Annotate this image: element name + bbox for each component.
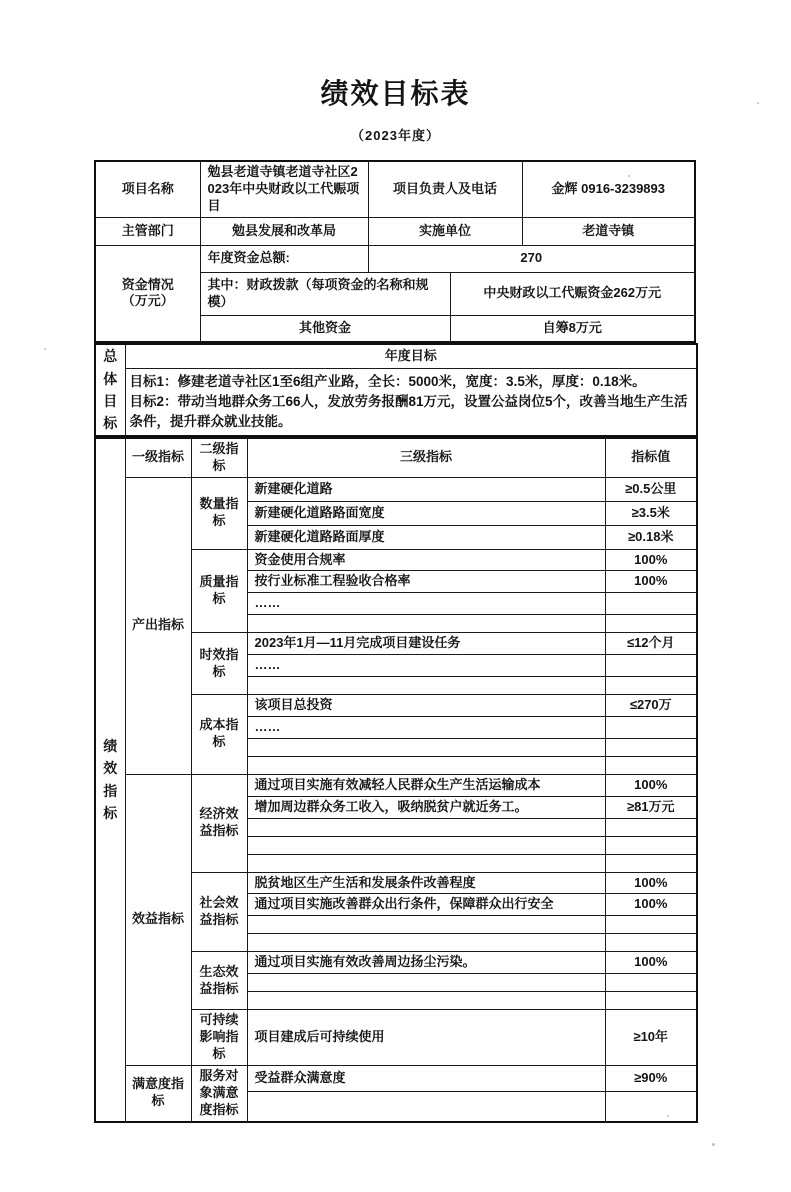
level3-indicator-cell <box>247 676 605 694</box>
level3-indicator-cell: 通过项目实施有效减轻人民群众生产生活运输成本 <box>247 774 605 796</box>
level1-indicator-cell: 效益指标 <box>125 774 191 1065</box>
level3-indicator-cell: 2023年1月—11月完成项目建设任务 <box>247 633 605 655</box>
indicator-value-cell: ≥0.18米 <box>605 525 697 549</box>
indicator-value-cell <box>605 676 697 694</box>
level3-indicator-cell <box>247 916 605 934</box>
indicator-value-cell <box>605 854 697 872</box>
dept-label: 主管部门 <box>95 217 200 245</box>
indicator-value-cell <box>605 593 697 615</box>
level3-indicator-cell <box>247 615 605 633</box>
funding-total-row <box>95 245 695 272</box>
level3-indicator-cell <box>247 934 605 952</box>
level3-indicator-cell <box>247 836 605 854</box>
project-leader-value: 金辉 0916-3239893 <box>522 161 695 217</box>
level2-indicator-cell: 生态效益指标 <box>191 952 247 1010</box>
level1-indicator-cell: 满意度指标 <box>125 1065 191 1121</box>
project-name-value: 勉县老道寺镇老道寺社区2023年中央财政以工代赈项目 <box>200 161 368 217</box>
indicator-value-cell <box>605 916 697 934</box>
level3-indicator-cell <box>247 992 605 1010</box>
indicator-row <box>95 774 697 796</box>
level3-indicator-cell <box>247 756 605 774</box>
level3-indicator-cell <box>247 854 605 872</box>
level3-indicator-cell: 该项目总投资 <box>247 694 605 716</box>
level1-header: 一级指标 <box>125 438 191 477</box>
indicator-value-cell: 100% <box>605 894 697 916</box>
scan-noise-dot <box>628 175 630 177</box>
indicator-value-cell <box>605 756 697 774</box>
annual-goal-header-row <box>95 344 697 368</box>
level2-indicator-cell: 质量指标 <box>191 549 247 633</box>
level2-header: 二级指标 <box>191 438 247 477</box>
scan-noise-dot <box>44 348 46 350</box>
annual-goal-body-row <box>95 368 697 435</box>
annual-goal-header: 年度目标 <box>125 344 697 368</box>
level3-indicator-cell: …… <box>247 716 605 738</box>
overall-goal-side-label: 总体目标 <box>95 344 125 436</box>
performance-indicators-table <box>94 437 698 1123</box>
funding-other-label: 其他资金 <box>200 315 450 342</box>
scan-noise-dot <box>667 1115 669 1117</box>
impl-unit-label: 实施单位 <box>368 217 522 245</box>
goal-line-1: 目标1：修建老道寺社区1至6组产业路，全长：5000米，宽度：3.5米，厚度：0.18米。 <box>129 374 646 390</box>
scan-noise-dot <box>757 102 759 104</box>
indicator-value-cell: ≤270万 <box>605 694 697 716</box>
level3-indicator-cell <box>247 974 605 992</box>
level3-indicator-cell: 通过项目实施有效改善周边扬尘污染。 <box>247 952 605 974</box>
indicator-header-row <box>95 438 697 477</box>
indicator-value-cell <box>605 716 697 738</box>
level3-header: 三级指标 <box>247 438 605 477</box>
funding-total-label: 年度资金总额: <box>200 245 368 272</box>
scan-noise-dot <box>712 1143 715 1146</box>
indicator-value-cell: 100% <box>605 952 697 974</box>
project-leader-label: 项目负责人及电话 <box>368 161 522 217</box>
funding-total-value: 270 <box>368 245 695 272</box>
indicator-value-cell: 100% <box>605 571 697 593</box>
indicator-value-cell: 100% <box>605 774 697 796</box>
level3-indicator-cell: …… <box>247 655 605 677</box>
indicator-value-cell <box>605 934 697 952</box>
level3-indicator-cell <box>247 818 605 836</box>
indicator-value-cell: ≤12个月 <box>605 633 697 655</box>
level1-indicator-cell: 产出指标 <box>125 477 191 774</box>
level3-indicator-cell <box>247 738 605 756</box>
dept-value: 勉县发展和改革局 <box>200 217 368 245</box>
level3-indicator-cell: 增加周边群众务工收入，吸纳脱贫户就近务工。 <box>247 796 605 818</box>
indicator-value-cell: 100% <box>605 549 697 571</box>
indicator-value-cell: ≥10年 <box>605 1010 697 1066</box>
indicator-value-cell: ≥0.5公里 <box>605 477 697 501</box>
level3-indicator-cell: 受益群众满意度 <box>247 1065 605 1091</box>
funding-other-value: 自筹8万元 <box>450 315 695 342</box>
indicator-value-cell <box>605 655 697 677</box>
level2-indicator-cell: 服务对象满意度指标 <box>191 1065 247 1121</box>
project-name-label: 项目名称 <box>95 161 200 217</box>
indicator-value-cell <box>605 1091 697 1121</box>
level2-indicator-cell: 成本指标 <box>191 694 247 774</box>
value-header: 指标值 <box>605 438 697 477</box>
funding-section-label: 资金情况 （万元） <box>95 245 200 342</box>
indicator-value-cell <box>605 974 697 992</box>
level3-indicator-cell: 新建硬化道路路面宽度 <box>247 501 605 525</box>
funding-fiscal-value: 中央财政以工代赈资金262万元 <box>450 272 695 315</box>
department-row <box>95 217 695 245</box>
indicator-value-cell: 100% <box>605 872 697 894</box>
impl-unit-value: 老道寺镇 <box>522 217 695 245</box>
indicator-value-cell: ≥3.5米 <box>605 501 697 525</box>
indicator-row <box>95 477 697 501</box>
level3-indicator-cell: 按行业标准工程验收合格率 <box>247 571 605 593</box>
indicator-value-cell <box>605 818 697 836</box>
indicator-value-cell <box>605 992 697 1010</box>
project-info-table <box>94 160 696 343</box>
page-title: 绩效目标表 <box>320 78 471 109</box>
annual-goal-text <box>125 368 697 435</box>
level2-indicator-cell: 可持续影响指标 <box>191 1010 247 1066</box>
level3-indicator-cell: 新建硬化道路路面厚度 <box>247 525 605 549</box>
level2-indicator-cell: 数量指标 <box>191 477 247 549</box>
level3-indicator-cell: 资金使用合规率 <box>247 549 605 571</box>
project-name-row <box>95 161 695 217</box>
indicator-value-cell: ≥90% <box>605 1065 697 1091</box>
level3-indicator-cell: …… <box>247 593 605 615</box>
overall-goal-table <box>94 343 698 437</box>
level3-indicator-cell <box>247 1091 605 1121</box>
indicator-value-cell <box>605 615 697 633</box>
level2-indicator-cell: 时效指标 <box>191 633 247 695</box>
performance-indicators-side-label: 绩效指标 <box>95 438 125 1122</box>
level3-indicator-cell: 脱贫地区生产生活和发展条件改善程度 <box>247 872 605 894</box>
goal-line-2: 目标2：带动当地群众务工66人，发放劳务报酬81万元，设置公益岗位5个，改善当地生产生活条件，提升群众就业技能。 <box>129 393 688 429</box>
level3-indicator-cell: 通过项目实施改善群众出行条件，保障群众出行安全 <box>247 894 605 916</box>
indicator-value-cell <box>605 738 697 756</box>
indicator-value-cell <box>605 836 697 854</box>
level2-indicator-cell: 社会效益指标 <box>191 872 247 952</box>
level3-indicator-cell: 新建硬化道路 <box>247 477 605 501</box>
indicator-row <box>95 1065 697 1091</box>
level3-indicator-cell: 项目建成后可持续使用 <box>247 1010 605 1066</box>
indicator-value-cell: ≥81万元 <box>605 796 697 818</box>
funding-fiscal-label: 其中：财政拨款（每项资金的名称和规模） <box>200 272 450 315</box>
page-subtitle: （2023年度） <box>351 128 440 143</box>
level2-indicator-cell: 经济效益指标 <box>191 774 247 872</box>
